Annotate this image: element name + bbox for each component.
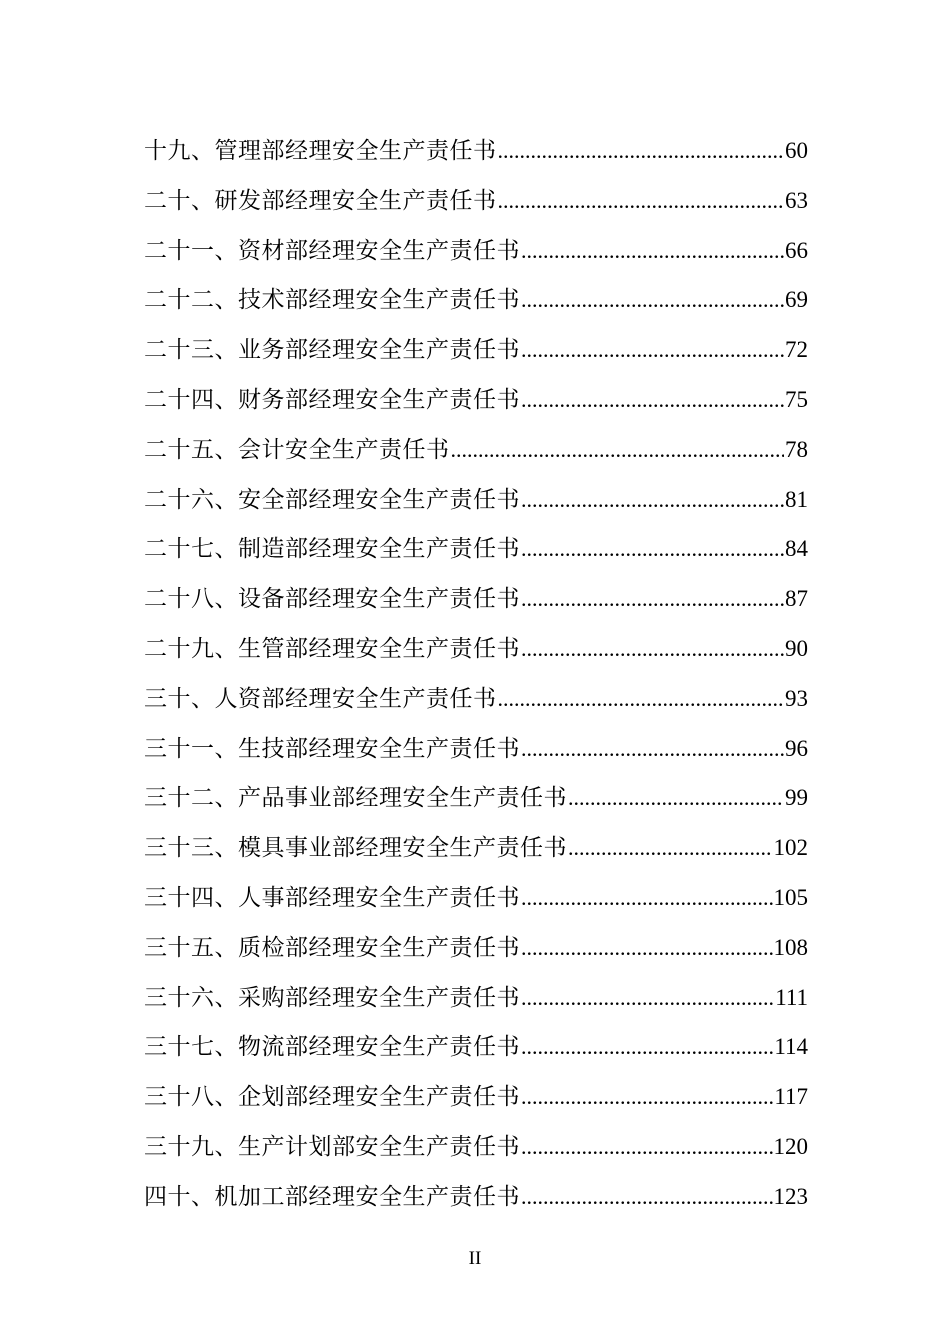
toc-dot-leader (568, 773, 784, 823)
toc-dot-leader (568, 823, 773, 873)
toc-entry-page: 75 (785, 386, 808, 412)
toc-dot-leader (521, 873, 773, 923)
toc-entry-title: 三十三、模具事业部经理安全生产责任书 (144, 835, 567, 862)
toc-entry[interactable] (144, 973, 808, 1023)
toc-entry-page: 84 (785, 536, 808, 562)
toc-dot-leader (521, 1122, 773, 1172)
toc-entry-page: 114 (774, 1034, 808, 1060)
toc-entry[interactable] (144, 923, 808, 973)
toc-entry-page: 69 (785, 287, 808, 313)
toc-entry-page: 78 (785, 436, 808, 462)
toc-entry-title: 三十八、企划部经理安全生产责任书 (144, 1084, 520, 1111)
toc-entry[interactable] (144, 773, 808, 823)
toc-entry-title: 二十、研发部经理安全生产责任书 (144, 187, 497, 214)
toc-entry-title: 二十九、生管部经理安全生产责任书 (144, 635, 520, 662)
toc-entry-title: 三十七、物流部经理安全生产责任书 (144, 1034, 520, 1061)
toc-entry[interactable] (144, 674, 808, 724)
toc-entry[interactable] (144, 1172, 808, 1222)
toc-dot-leader (521, 574, 784, 624)
toc-entry[interactable] (144, 823, 808, 873)
toc-entry-page: 96 (785, 735, 808, 761)
toc-entry-page: 72 (785, 337, 808, 363)
toc-entry-title: 三十二、产品事业部经理安全生产责任书 (144, 785, 567, 812)
toc-entry[interactable] (144, 624, 808, 674)
toc-entry[interactable] (144, 425, 808, 475)
toc-dot-leader (521, 624, 784, 674)
toc-entry-page: 120 (773, 1133, 808, 1159)
toc-entry[interactable] (144, 226, 808, 276)
toc-entry[interactable] (144, 724, 808, 774)
toc-dot-leader (521, 226, 784, 276)
toc-entry-page: 66 (785, 237, 808, 263)
toc-dot-leader (521, 275, 784, 325)
toc-entry-title: 二十六、安全部经理安全生产责任书 (144, 486, 520, 513)
toc-entry-title: 二十五、会计安全生产责任书 (144, 436, 450, 463)
toc-entry-title: 四十、机加工部经理安全生产责任书 (144, 1183, 520, 1210)
toc-dot-leader (521, 724, 784, 774)
toc-entry-page: 63 (785, 187, 808, 213)
toc-dot-leader (521, 524, 784, 574)
toc-entry-page: 81 (785, 486, 808, 512)
toc-entry-page: 123 (773, 1183, 808, 1209)
toc-entry[interactable] (144, 873, 808, 923)
toc-entry-title: 二十三、业务部经理安全生产责任书 (144, 337, 520, 364)
toc-entry[interactable] (144, 325, 808, 375)
toc-dot-leader (521, 375, 784, 425)
toc-entry-page: 102 (773, 835, 808, 861)
toc-entry[interactable] (144, 176, 808, 226)
toc-entry-page: 99 (785, 785, 808, 811)
toc-dot-leader (521, 973, 774, 1023)
toc-entry-title: 十九、管理部经理安全生产责任书 (144, 138, 497, 164)
toc-dot-leader (521, 923, 773, 973)
toc-dot-leader (521, 475, 784, 525)
toc-dot-leader (498, 126, 785, 176)
toc-entry-title: 二十四、财务部经理安全生产责任书 (144, 386, 520, 413)
toc-entry[interactable] (144, 375, 808, 425)
toc-dot-leader (521, 1172, 773, 1222)
toc-entry[interactable] (144, 126, 808, 176)
toc-entry-page: 108 (773, 934, 808, 960)
toc-entry[interactable] (144, 275, 808, 325)
toc-entry-page: 87 (785, 586, 808, 612)
toc-dot-leader (521, 1072, 773, 1122)
toc-entry-title: 三十一、生技部经理安全生产责任书 (144, 735, 520, 762)
toc-dot-leader (521, 325, 784, 375)
toc-entry[interactable] (144, 1122, 808, 1172)
toc-dot-leader (451, 425, 785, 475)
toc-entry[interactable] (144, 1022, 808, 1072)
toc-entry-page: 60 (785, 138, 808, 163)
toc-entry[interactable] (144, 524, 808, 574)
toc-entry-title: 二十七、制造部经理安全生产责任书 (144, 536, 520, 563)
table-of-contents (144, 126, 808, 1222)
toc-entry[interactable] (144, 475, 808, 525)
toc-entry[interactable] (144, 1072, 808, 1122)
toc-dot-leader (521, 1022, 773, 1072)
page-number: II (468, 1248, 482, 1269)
toc-entry-title: 三十六、采购部经理安全生产责任书 (144, 984, 520, 1011)
toc-entry-page: 117 (774, 1084, 808, 1110)
toc-entry-title: 二十八、设备部经理安全生产责任书 (144, 586, 520, 613)
toc-entry-title: 三十四、人事部经理安全生产责任书 (144, 884, 520, 911)
toc-entry-title: 二十二、技术部经理安全生产责任书 (144, 287, 520, 314)
toc-entry[interactable] (144, 574, 808, 624)
toc-entry-title: 三十九、生产计划部安全生产责任书 (144, 1133, 520, 1160)
toc-entry-title: 三十五、质检部经理安全生产责任书 (144, 934, 520, 961)
toc-entry-page: 105 (773, 884, 808, 910)
toc-entry-title: 二十一、资材部经理安全生产责任书 (144, 237, 520, 264)
toc-entry-title: 三十、人资部经理安全生产责任书 (144, 685, 497, 712)
toc-entry-page: 93 (785, 685, 808, 711)
toc-entry-page: 111 (775, 984, 808, 1010)
toc-dot-leader (498, 176, 785, 226)
toc-entry-page: 90 (785, 635, 808, 661)
toc-dot-leader (498, 674, 785, 724)
